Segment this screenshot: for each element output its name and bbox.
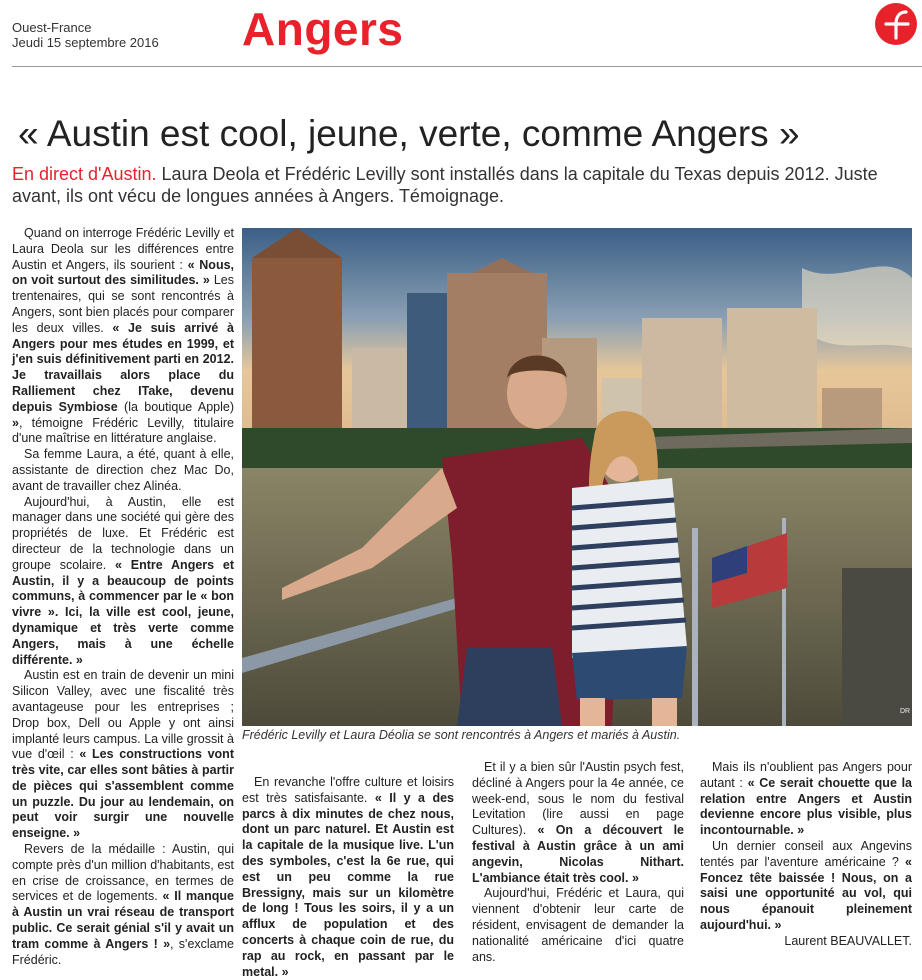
article-paragraph: [12, 842, 234, 968]
publication-date: Jeudi 15 septembre 2016: [12, 35, 159, 50]
article-paragraph: [700, 760, 912, 839]
article-column-4: [700, 760, 912, 950]
article-paragraph: [472, 760, 684, 886]
headline: « Austin est cool, jeune, verte, comme Angers »: [18, 113, 800, 154]
publication-info: [12, 20, 159, 50]
text-run: Mais ils n'oublient pas Angers pour autant :: [700, 760, 912, 790]
article-paragraph: [12, 668, 234, 842]
article-column-2: [242, 775, 454, 980]
text-run: (la boutique Apple): [117, 399, 235, 414]
text-run: Les trentenaires, qui se sont rencontrés à Angers, sont bien placés pour comparer les deux villes.: [12, 273, 234, 335]
text-run: Revers de la médaille : Austin, qui compte près d'un million d'habitants, est en crise de croissance, en termes de services et de logements.: [12, 842, 234, 904]
article-column-3: [472, 760, 684, 965]
text-run: , s'exclame Frédéric.: [12, 936, 234, 967]
article-photo: [242, 228, 912, 726]
text-run: Et il y a bien sûr l'Austin psych fest, décliné à Angers pour la 4e année, ce week-end, sous le nom du festival Levitation (lire aussi en page Cultures).: [472, 760, 684, 838]
text-run: Quand on interroge Frédéric Levilly et Laura Deola sur les différences entre Austin et Angers, ils sourient :: [12, 226, 234, 272]
article-paragraph: Aujourd'hui, Frédéric et Laura, qui viennent d'obtenir leur carte de résident, envisagent de demander la nationalité américaine d'ici quatre ans.: [472, 886, 684, 964]
bold-quote: »: [12, 415, 19, 430]
section-title: Angers: [242, 3, 404, 55]
article-paragraph: [700, 839, 912, 934]
article-paragraph: Sa femme Laura, a été, quant à elle, assistante de direction chez Mac Do, avant de travailler chez Alinéa.: [12, 447, 234, 493]
bold-quote: « Les constructions vont très vite, car elles sont bâties à partir de pièces qui s'assemblent comme un puzzle. Du jour au lendemain, on peut voir surgir une nouvelle enseigne. »: [12, 747, 234, 841]
text-run: Aujourd'hui, à Austin, elle est manager dans une société qui gère des propriétés de luxe. Et Frédéric est directeur de la technologie dans un groupe scolaire.: [12, 494, 234, 572]
header-rule: [12, 66, 922, 67]
text-run: , témoigne Frédéric Levilly, titulaire d'une maîtrise en littérature anglaise.: [12, 415, 234, 446]
photo-credit: DR: [900, 708, 911, 715]
caption-text: Frédéric Levilly et Laura Déolia se sont rencontrés à Angers et mariés à Austin.: [242, 728, 681, 742]
text-run: Austin est en train de devenir un mini Silicon Valley, avec une fiscalité très avantageuse pour les entreprises ; Drop box, Dell ou Apple y ont ainsi implanté leurs campus. La ville grossit à vue d'œil :: [12, 668, 234, 762]
bold-quote: « Il manque à Austin un vrai réseau de transport public. Ce serait génial s'il y avait un tram comme à Angers ! »: [12, 889, 234, 951]
bold-quote: « Nous, on voit surtout des similitudes. »: [12, 257, 235, 288]
photo-caption: [242, 728, 912, 742]
bold-quote: « On a découvert le festival à Austin grâce à un ami angevin, Nicolas Nithart. L'ambiance était très cool. »: [472, 823, 685, 885]
bold-quote: « Entre Angers et Austin, il y a beaucoup de points communs, à commencer par le « bon vivre ». Ici, la ville est cool, jeune, dynamique et très verte comme Angers, mais à une échelle différente. »: [12, 557, 234, 667]
lead-paragraph: [12, 163, 912, 207]
article-paragraph: [242, 775, 454, 980]
lead-text: Laura Deola et Frédéric Levilly sont installés dans la capitale du Texas depuis 2012. Juste avant, ils ont vécu de longues années à Angers. Témoignage.: [12, 164, 878, 206]
author-byline: Laurent BEAUVALLET.: [784, 933, 912, 948]
publication-name: Ouest-France: [12, 20, 92, 35]
bold-quote: « Il y a des parcs à dix minutes de chez nous, dont un parc naturel. Et Austin est la capitale de la musique live. L'un des symboles, c'est la 6e rue, qui est un peu comme la rue Bressigny, mais sur un kilomètre de long ! Tous les soirs, il y a un afflux de population et des concerts à chaque coin de rue, du rap au rock, en passant par le metal. »: [242, 790, 455, 979]
bold-quote: « Je suis arrivé à Angers pour mes études en 1999, et j'en suis définitivement parti en 2012. Je travaillais alors place du Ralliement chez ITake, devenu depuis Symbiose: [12, 320, 234, 414]
article-paragraph: [12, 226, 234, 447]
ouest-france-logo-icon: [874, 2, 918, 46]
lead-kicker: En direct d'Austin.: [12, 164, 157, 184]
text-run: En revanche l'offre culture et loisirs est très satisfaisante.: [242, 775, 454, 805]
text-run: Un dernier conseil aux Angevins tentés par l'aventure américaine ?: [700, 838, 912, 869]
bold-quote: « Foncez tête baissée ! Nous, on a saisi une opportunité au vol, qui nous épanouit pleinement aujourd'hui. »: [700, 854, 912, 932]
article-column-1: [12, 226, 234, 968]
bold-quote: « Ce serait chouette que la relation entre Angers et Austin devienne encore plus visible, plus incontournable. »: [700, 775, 912, 838]
article-paragraph: [12, 495, 234, 669]
